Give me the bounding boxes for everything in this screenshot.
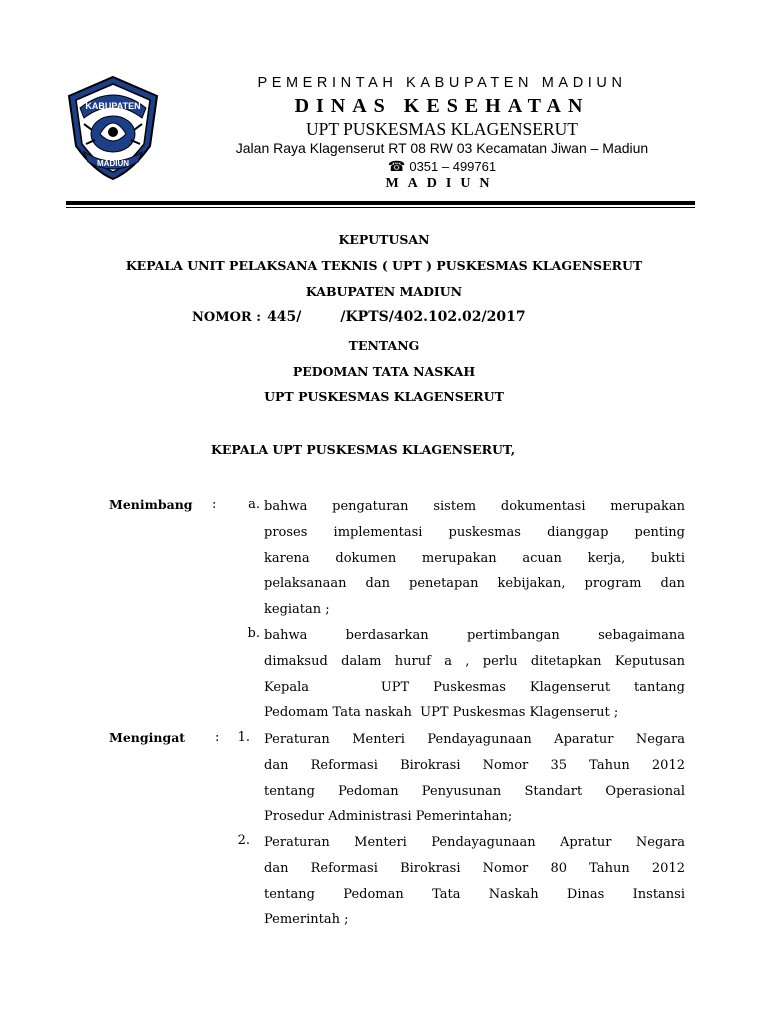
item-marker: a. xyxy=(248,497,260,512)
item-line: Pemerintah ; xyxy=(264,912,349,928)
section-colon-menimbang: : xyxy=(212,497,217,512)
item-line: bahwa pengaturan sistem dokumentasi merupakan xyxy=(264,499,685,514)
item-line: tentang Pedoman Tata Naskah Dinas Instansi xyxy=(264,886,685,902)
decree-number xyxy=(192,309,526,325)
item-line: karena dokumen merupakan acuan kerja, bukti xyxy=(264,550,685,566)
item-line: Kepala UPT Puskesmas Klagenserut tantang xyxy=(264,679,685,695)
decree-regency: KABUPATEN MADIUN xyxy=(305,284,463,299)
letterhead-divider-thick xyxy=(66,201,695,205)
phone-number: 0351 – 499761 xyxy=(409,159,497,174)
letterhead-city: MADIUN xyxy=(385,176,499,191)
regency-emblem-icon xyxy=(62,74,164,182)
item-line: Peraturan Menteri Pendayagunaan Apratur Negara xyxy=(264,835,685,850)
list-item xyxy=(264,830,685,933)
letterhead-unit: UPT PUSKESMAS KLAGENSERUT xyxy=(306,119,578,139)
section-label-menimbang: Menimbang xyxy=(109,497,193,512)
item-marker: 2. xyxy=(237,833,250,848)
item-line: dan Reformasi Birokrasi Nomor 35 Tahun 2012 xyxy=(264,757,685,773)
decree-title: KEPUTUSAN xyxy=(338,232,430,247)
letterhead-phone xyxy=(175,158,709,175)
decree-preamble: KEPALA UPT PUSKESMAS KLAGENSERUT, xyxy=(211,442,516,457)
svg-text:MADIUN: MADIUN xyxy=(97,159,129,168)
item-line: Peraturan Menteri Pendayagunaan Aparatur Negara xyxy=(264,732,685,747)
item-marker: b. xyxy=(247,626,260,641)
list-item xyxy=(264,727,685,830)
decree-subject-line-2: UPT PUSKESMAS KLAGENSERUT xyxy=(264,389,504,404)
decree-number-value: 445/ /KPTS/402.102.02/2017 xyxy=(267,309,526,325)
item-line: dimaksud dalam huruf a , perlu ditetapkan Keputusan xyxy=(264,653,685,669)
letterhead-agency: DINAS KESEHATAN xyxy=(294,95,590,117)
section-colon-mengingat: : xyxy=(215,730,220,745)
list-item xyxy=(264,623,685,726)
list-item xyxy=(264,494,685,623)
letterhead-address: Jalan Raya Klagenserut RT 08 RW 03 Kecamatan Jiwan – Madiun xyxy=(235,140,649,156)
item-line: Prosedur Administrasi Pemerintahan; xyxy=(264,809,513,825)
item-line: bahwa berdasarkan pertimbangan sebagaimana xyxy=(264,628,685,643)
item-line: proses implementasi puskesmas dianggap penting xyxy=(264,524,685,540)
letterhead-government: PEMERINTAH KABUPATEN MADIUN xyxy=(257,75,627,91)
item-marker: 1. xyxy=(237,730,250,745)
svg-text:KABUPATEN: KABUPATEN xyxy=(85,101,141,111)
phone-icon: ☎ xyxy=(387,158,406,174)
decree-issuer: KEPALA UNIT PELAKSANA TEKNIS ( UPT ) PUSKESMAS KLAGENSERUT xyxy=(125,258,643,273)
item-line: tentang Pedoman Penyusunan Standart Operasional xyxy=(264,783,685,799)
decree-number-label: NOMOR : xyxy=(192,310,262,325)
decree-subject-line-1: PEDOMAN TATA NASKAH xyxy=(292,364,476,379)
item-line: Pedomam Tata naskah UPT Puskesmas Klagenserut ; xyxy=(264,705,619,721)
item-line: dan Reformasi Birokrasi Nomor 80 Tahun 2012 xyxy=(264,860,685,876)
decree-about-label: TENTANG xyxy=(348,338,420,353)
item-line: pelaksanaan dan penetapan kebijakan, program dan xyxy=(264,576,685,592)
letterhead-divider-thin xyxy=(66,207,695,208)
item-line: kegiatan ; xyxy=(264,602,330,618)
section-label-mengingat: Mengingat xyxy=(109,730,186,745)
